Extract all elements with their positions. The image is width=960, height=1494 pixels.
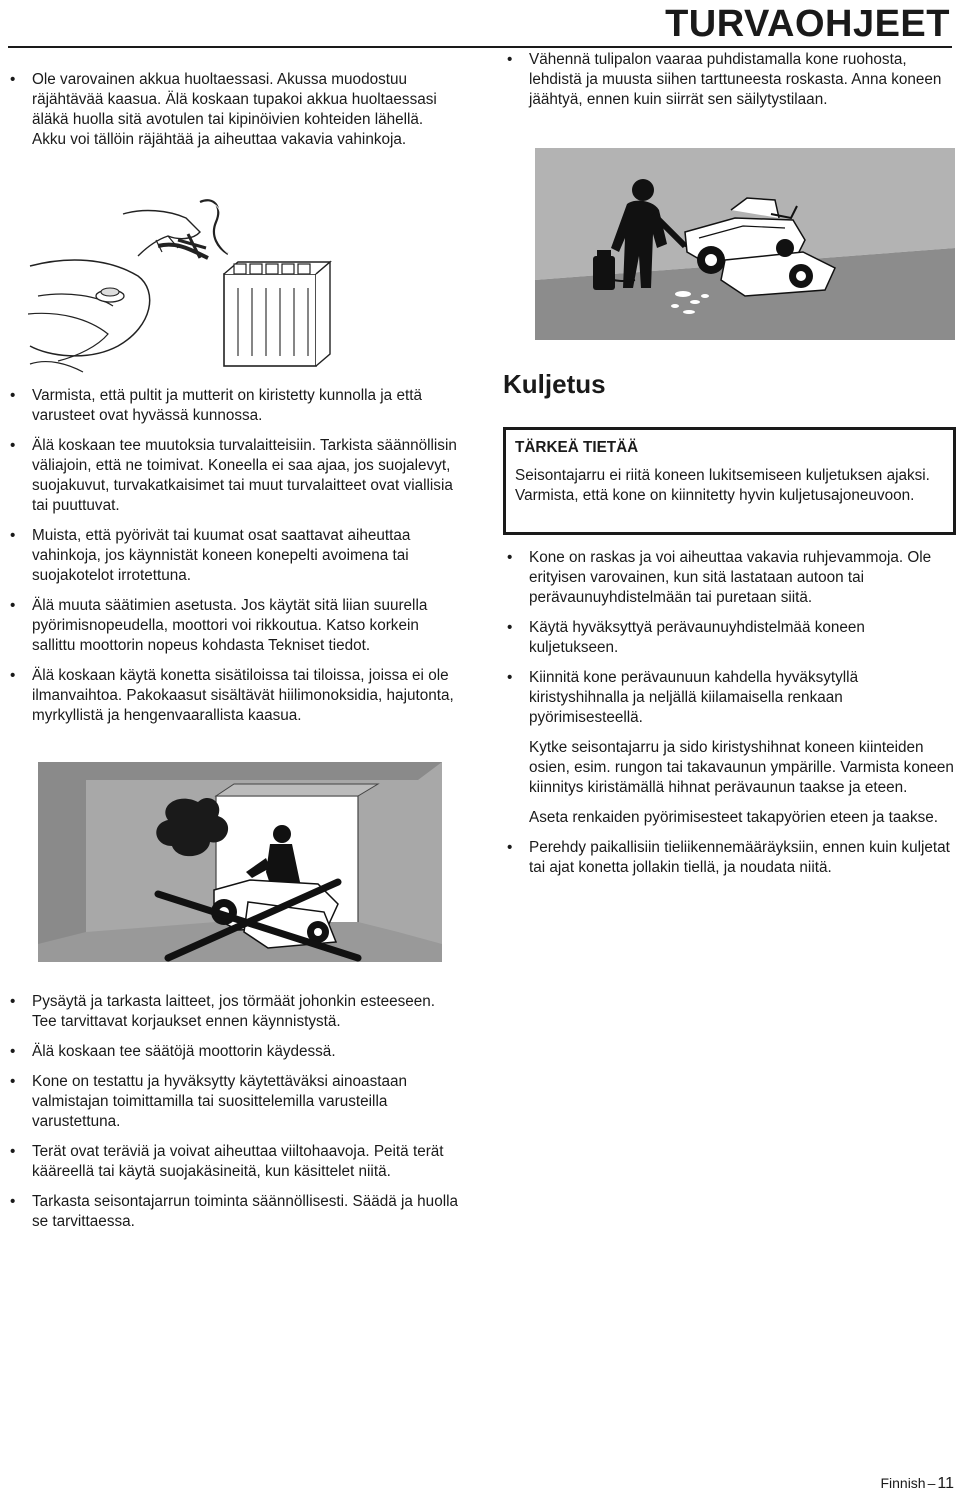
list-item: • Ole varovainen akkua huoltaessasi. Akussa muodostuu räjähtävää kaasua. Älä koskaan tupakoi akkua huoltaessasi äläkä huolla sitä avotulen tai kipinöivien kohteiden lähellä. Akku voi tällöin räjähtää ja aiheuttaa vakavia vahinkoja. (6, 70, 458, 150)
notice-title: TÄRKEÄ TIETÄÄ (515, 439, 639, 456)
battery-illustration (28, 196, 348, 374)
list-item: • Älä koskaan käytä konetta sisätiloissa tai tiloissa, joissa ei ole ilmanvaihtoa. Pakokaasut sisältävät hiilimonoksidia, hajutonta, myrkyllistä ja hengenvaarallista kaasua. (6, 666, 458, 726)
list-item: • Käytä hyväksyttyä perävaunuyhdistelmää koneen kuljetukseen. (503, 618, 955, 658)
list-item: • Vähennä tulipalon vaaraa puhdistamalla kone ruohosta, lehdistä ja muusta siihen tarttuneesta roskasta. Anna koneen jäähtyä, ennen kuin siirrät sen säilytystilaan. (503, 50, 955, 110)
list-item: • Varmista, että pultit ja mutterit on kiristetty kunnolla ja että varusteet ovat hyvässä kunnossa. (6, 386, 458, 426)
page-footer (820, 1473, 954, 1494)
footer-language: Finnish (880, 1475, 926, 1491)
list-item: • Tarkasta seisontajarrun toiminta säännöllisesti. Säädä ja huolla se tarvittaessa. (6, 1192, 458, 1232)
transport-paragraph: Kytke seisontajarru ja sido kiristyshihnat koneen kiinteiden osien, esim. rungon tai takavaunun ympärille. Varmista koneen kiinnitys kiristämällä hihnat perävaunun taakse ja eteen. (529, 739, 954, 796)
list-item: • Älä muuta säätimien asetusta. Jos käytät sitä liian suurella pyörimisnopeudella, moottori voi rikkoutua. Katso korkein sallittu moottorin nopeus kohdasta Tekniset tiedot. (6, 596, 458, 656)
page-title: TURVAOHJEET (665, 3, 950, 45)
footer-separator: – (927, 1475, 936, 1491)
list-item: • Pysäytä ja tarkasta laitteet, jos törmäät johonkin esteeseen. Tee tarvittavat korjaukset ennen käynnistystä. (6, 992, 458, 1032)
page-number: 11 (937, 1475, 954, 1492)
list-item: • Kone on raskas ja voi aiheuttaa vakavia ruhjevammoja. Ole erityisen varovainen, kun sitä lastataan autoon tai perävaunuyhdistelmään tai puretaan siitä. (503, 548, 955, 608)
list-item: • Muista, että pyörivät tai kuumat osat saattavat aiheuttaa vahinkoja, jos käynnistät koneen konepelti avoimena tai suojakotelot irrotettuna. (6, 526, 458, 586)
list-item: • Perehdy paikallisiin tieliikennemääräyksiin, ennen kuin kuljetat tai ajat konetta jollakin tiellä, ja noudata niitä. (503, 838, 955, 878)
transport-list (503, 548, 955, 728)
list-item: • Kone on testattu ja hyväksytty käytettäväksi ainoastaan valmistajan toimittamilla tai suosittelemilla varusteilla varustettuna. (6, 1072, 458, 1132)
machine-cleaning-illustration (535, 148, 955, 340)
transport-list-end (503, 838, 955, 878)
indoor-operation-prohibited-illustration (38, 762, 442, 962)
list-item: • Kiinnitä kone perävaunuun kahdella hyväksytyllä kiristyshihnalla ja neljällä kiilamaisella renkaan pyörimisesteellä. (503, 668, 955, 728)
transport-paragraph: Aseta renkaiden pyörimisesteet takapyörien eteen ja taakse. (529, 809, 939, 826)
battery-warning-list (6, 70, 458, 160)
notice-text: Seisontajarru ei riitä koneen lukitsemiseen kuljetuksen ajaksi. Varmista, että kone on kiinnitetty hyvin kuljetusajoneuvoon. (515, 467, 930, 504)
list-item: • Älä koskaan tee säätöjä moottorin käydessä. (6, 1042, 458, 1062)
list-item: • Terät ovat teräviä ja voivat aiheuttaa viiltohaavoja. Peitä terät kääreellä tai käytä suojakäsineitä, kun käsittelet niitä. (6, 1142, 458, 1182)
safety-equipment-list (6, 386, 458, 736)
fire-risk-list (503, 50, 955, 120)
list-item: • Älä koskaan tee muutoksia turvalaitteisiin. Tarkista säännöllisin väliajoin, että ne toimivat. Koneella ei saa ajaa, jos suojalevyt, suojakuvut, turvakatkaisimet tai muut turvalaitteet ovat viallisia tai puuttuvat. (6, 436, 458, 516)
title-rule (8, 46, 952, 48)
important-notice-box (503, 427, 956, 535)
transport-instructions (503, 548, 955, 888)
maintenance-list (6, 992, 458, 1242)
section-heading-transport: Kuljetus (503, 369, 606, 399)
